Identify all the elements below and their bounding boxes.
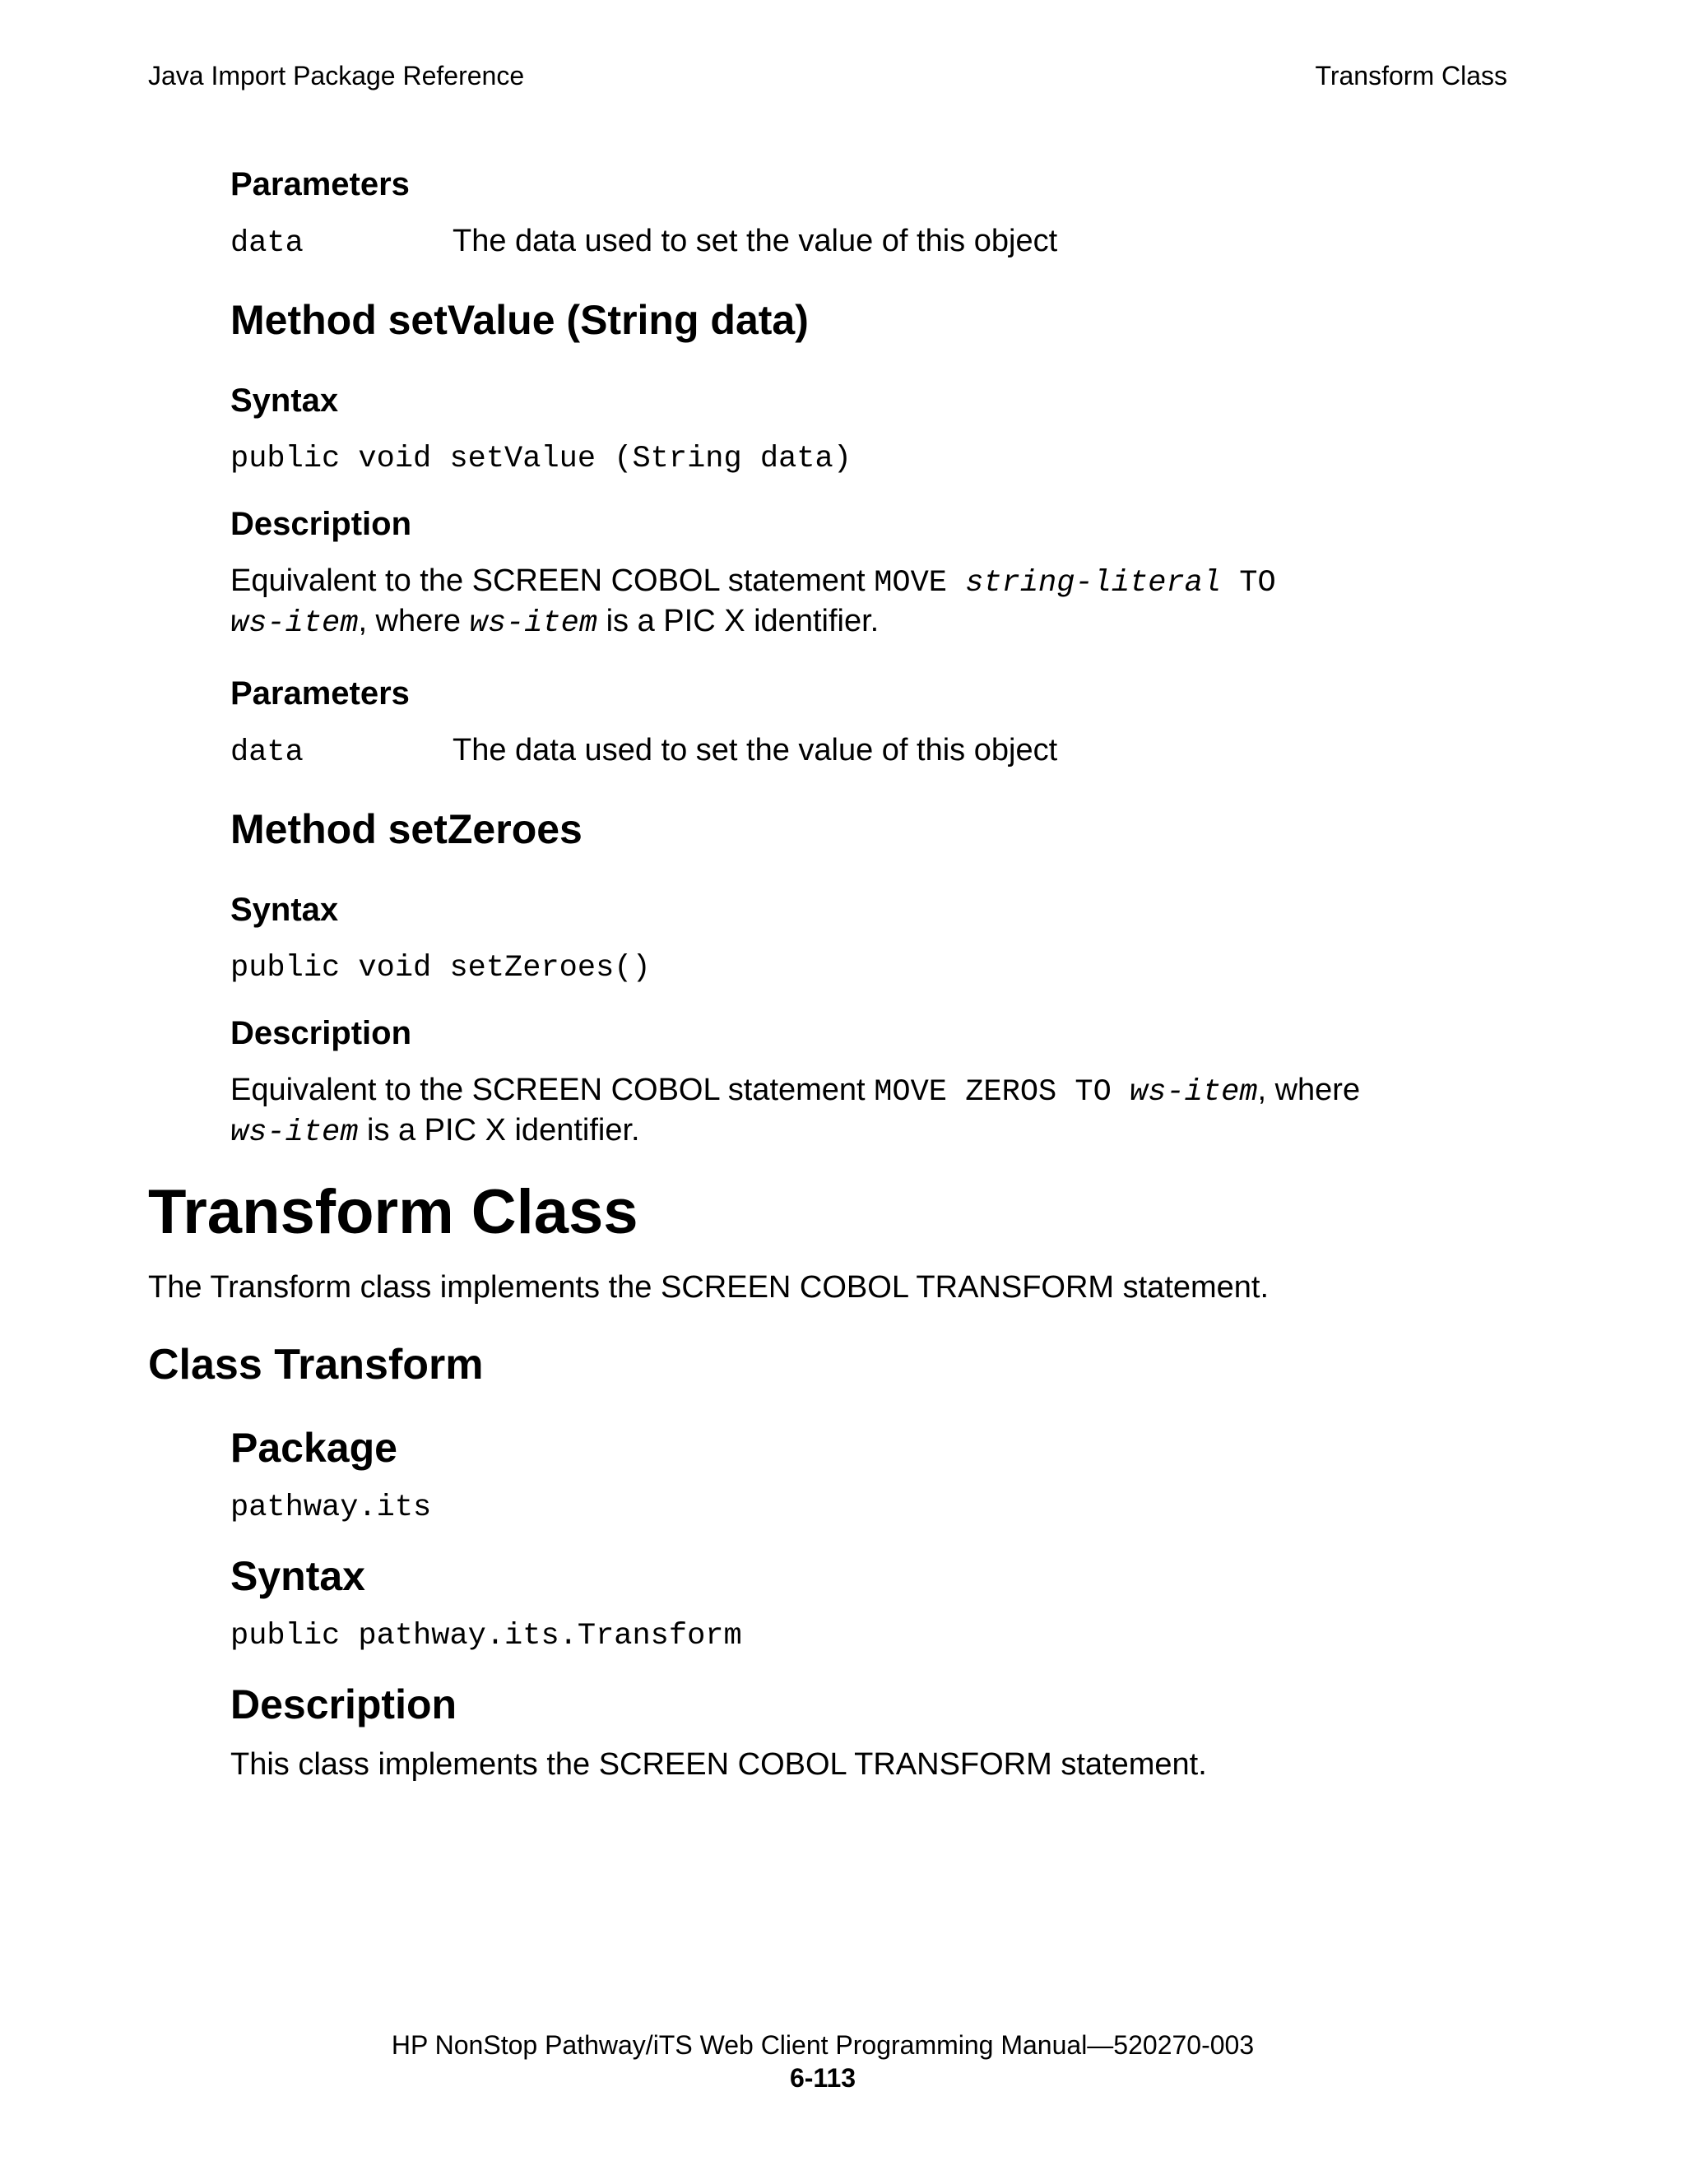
description-text-part: is a PIC X identifier. [597,604,880,638]
parameters-heading: Parameters [230,675,410,712]
parameters-heading: Parameters [230,166,410,202]
syntax-heading: Syntax [230,383,339,419]
description-text-part: Equivalent to the SCREEN COBOL statement [230,1073,875,1107]
description-text [230,562,1507,642]
description-heading: Description [230,506,412,542]
syntax-heading: Syntax [230,892,339,928]
parameter-description: The data used to set the value of this object [453,224,1058,258]
code-variable: ws-item [469,606,598,641]
class-heading: Class Transform [148,1341,484,1389]
footer-manual-title: HP NonStop Pathway/iTS Web Client Programming Manual—520270-003 [391,2030,1255,2060]
parameter-description: The data used to set the value of this object [453,733,1058,767]
method-setvalue-section [230,295,1507,772]
page-footer [0,2029,1646,2094]
syntax-code: public pathway.its.Transform [230,1619,742,1653]
code-keyword: MOVE ZEROS TO [874,1075,1130,1110]
parameter-row [230,222,1507,262]
syntax-code: public void setValue (String data) [230,442,852,476]
code-keyword: TO [1221,566,1276,600]
section-title: Transform Class [148,1177,638,1247]
method-setvalue-title: Method setValue (String data) [230,297,809,343]
page-number: 6-113 [789,2063,856,2093]
package-code: pathway.its [230,1491,432,1525]
code-variable: ws-item [230,606,359,641]
description-text [230,1071,1507,1152]
description-text-part: Equivalent to the SCREEN COBOL statement [230,563,875,598]
package-heading: Package [230,1425,397,1471]
header-doc-title: Java Import Package Reference [148,61,525,90]
page-content [148,165,1507,1783]
description-text-part: , where [1257,1073,1361,1107]
parameter-row [230,731,1507,772]
header-section-title: Transform Class [1315,61,1507,90]
syntax-heading: Syntax [230,1553,365,1599]
class-transform-details [230,1423,1507,1783]
code-variable: ws-item [230,1115,359,1150]
section-intro: The Transform class implements the SCREEN COBOL TRANSFORM statement. [148,1270,1270,1305]
page-header [148,58,1507,94]
description-text: This class implements the SCREEN COBOL TRANSFORM statement. [230,1747,1207,1782]
description-text-part: , where [358,604,470,638]
description-text-part: is a PIC X identifier. [358,1113,640,1148]
prev-method-parameters [230,165,1507,262]
code-keyword: MOVE [874,566,966,600]
syntax-code: public void setZeroes() [230,951,651,985]
method-setzeroes-title: Method setZeroes [230,806,583,852]
code-variable: string-literal [965,566,1222,600]
parameter-name: data [230,735,304,770]
description-heading: Description [230,1015,412,1051]
code-variable: ws-item [1130,1075,1258,1110]
method-setzeroes-section [230,805,1507,1152]
parameter-name: data [230,226,304,261]
description-heading: Description [230,1681,457,1727]
